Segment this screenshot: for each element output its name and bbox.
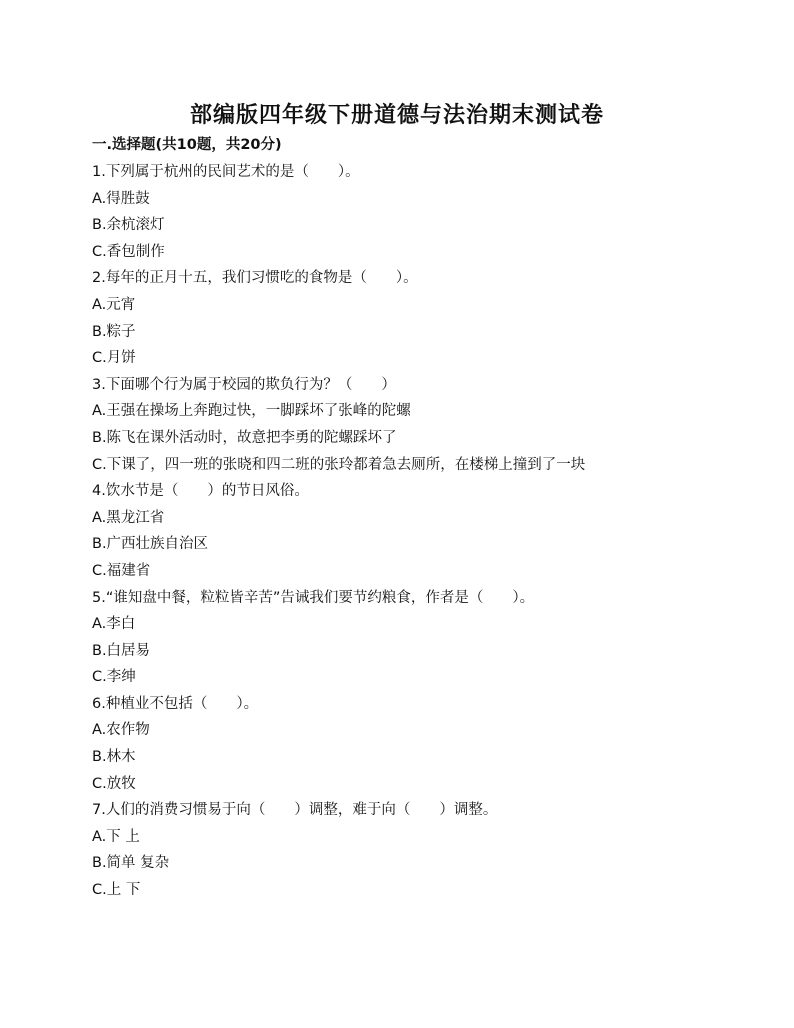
question-item xyxy=(92,481,752,587)
question-stem: 3.下面哪个行为属于校园的欺负行为？（ ） xyxy=(92,376,396,393)
question-item xyxy=(92,162,752,268)
answer-option: B.简单 复杂 xyxy=(92,855,170,872)
answer-option: B.林木 xyxy=(92,749,136,766)
question-list xyxy=(92,162,752,907)
answer-option: C.福建省 xyxy=(92,562,151,579)
question-stem: 5.“谁知盘中餐，粒粒皆辛苦”告诫我们要节约粮食，作者是（ ）。 xyxy=(92,589,535,606)
answer-option: C.放牧 xyxy=(92,775,136,792)
question-stem: 4.饮水节是（ ）的节日风俗。 xyxy=(92,483,309,500)
question-item xyxy=(92,375,752,481)
page-title: 部编版四年级下册道德与法治期末测试卷 xyxy=(189,102,604,128)
answer-option: A.得胜鼓 xyxy=(92,190,150,207)
question-stem: 6.种植业不包括（ ）。 xyxy=(92,695,259,712)
answer-option: A.下 上 xyxy=(92,828,140,845)
answer-option: B.广西壮族自治区 xyxy=(92,536,209,553)
question-stem: 7.人们的消费习惯易于向（ ）调整，难于向（ ）调整。 xyxy=(92,802,498,819)
question-item xyxy=(92,588,752,694)
answer-option: C.月饼 xyxy=(92,350,136,367)
answer-option: B.白居易 xyxy=(92,642,151,659)
answer-option: A.农作物 xyxy=(92,722,150,739)
answer-option: C.李绅 xyxy=(92,669,136,686)
answer-option: A.李白 xyxy=(92,616,136,633)
question-item xyxy=(92,694,752,800)
answer-option: C.下课了，四一班的张晓和四二班的张玲都着急去厕所，在楼梯上撞到了一块 xyxy=(92,456,586,473)
question-stem: 2.每年的正月十五，我们习惯吃的食物是（ ）。 xyxy=(92,270,418,287)
answer-option: A.元宵 xyxy=(92,296,136,313)
answer-option: B.陈飞在课外活动时，故意把李勇的陀螺踩坏了 xyxy=(92,429,397,446)
answer-option: B.粽子 xyxy=(92,323,136,340)
section-heading: 一.选择题(共10题，共20分) xyxy=(92,137,282,153)
answer-option: B.余杭滚灯 xyxy=(92,217,165,234)
answer-option: A.黑龙江省 xyxy=(92,509,165,526)
question-stem: 1.下列属于杭州的民间艺术的是（ ）。 xyxy=(92,164,360,180)
answer-option: C.香包制作 xyxy=(92,243,165,260)
answer-option: C.上 下 xyxy=(92,882,141,899)
answer-option: A.王强在操场上奔跑过快，一脚踩坏了张峰的陀螺 xyxy=(92,403,411,420)
question-item xyxy=(92,800,752,906)
question-item xyxy=(92,268,752,374)
